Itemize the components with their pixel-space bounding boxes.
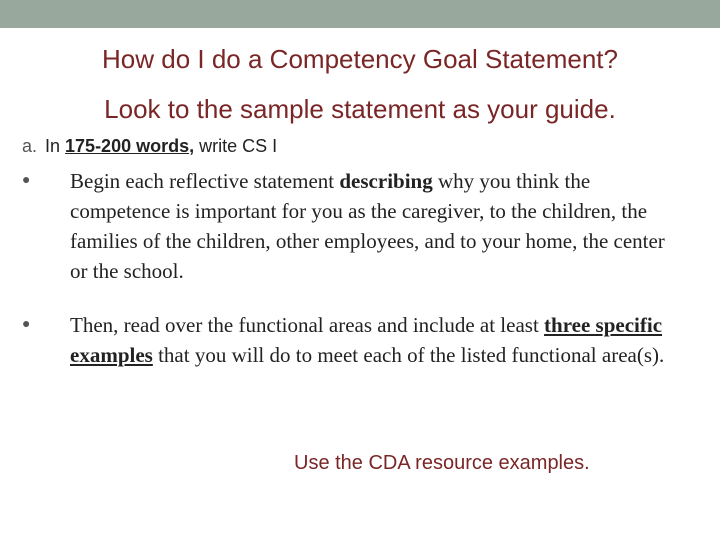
bullet-pre-text: Then, read over the functional areas and include at least	[70, 313, 545, 337]
bullet-post-text: why you think the competence is important for you as the caregiver, to the children, the families of the children, other employees, and to your home, the center or the school.	[70, 169, 665, 283]
bullet-item-examples	[22, 310, 682, 370]
bullet-dot-icon: ●	[22, 317, 31, 332]
bullet-text	[70, 310, 682, 370]
step-marker: a.	[22, 136, 38, 156]
bullet-text	[70, 166, 682, 286]
step-word-count: 175-200 words,	[65, 136, 195, 156]
bullet-emphasis: three specific examples	[70, 313, 663, 367]
bullet-post-text: that you will do to meet each of the listed functional area(s).	[152, 343, 665, 367]
footer-note: Use the CDA resource examples.	[294, 452, 590, 474]
slide-subtitle: Look to the sample statement as your guide.	[104, 94, 616, 124]
bullet-dot-icon: ●	[22, 173, 31, 188]
bullet-pre-text: Begin each reflective statement	[70, 169, 340, 193]
bullet-item-describe	[22, 166, 682, 286]
step-a	[22, 136, 277, 157]
step-post-text: write CS I	[194, 136, 278, 156]
top-decorative-bar	[0, 0, 720, 28]
slide-title: How do I do a Competency Goal Statement?	[102, 44, 618, 74]
step-pre-text: In	[45, 136, 66, 156]
bullet-emphasis: describing	[339, 169, 433, 193]
